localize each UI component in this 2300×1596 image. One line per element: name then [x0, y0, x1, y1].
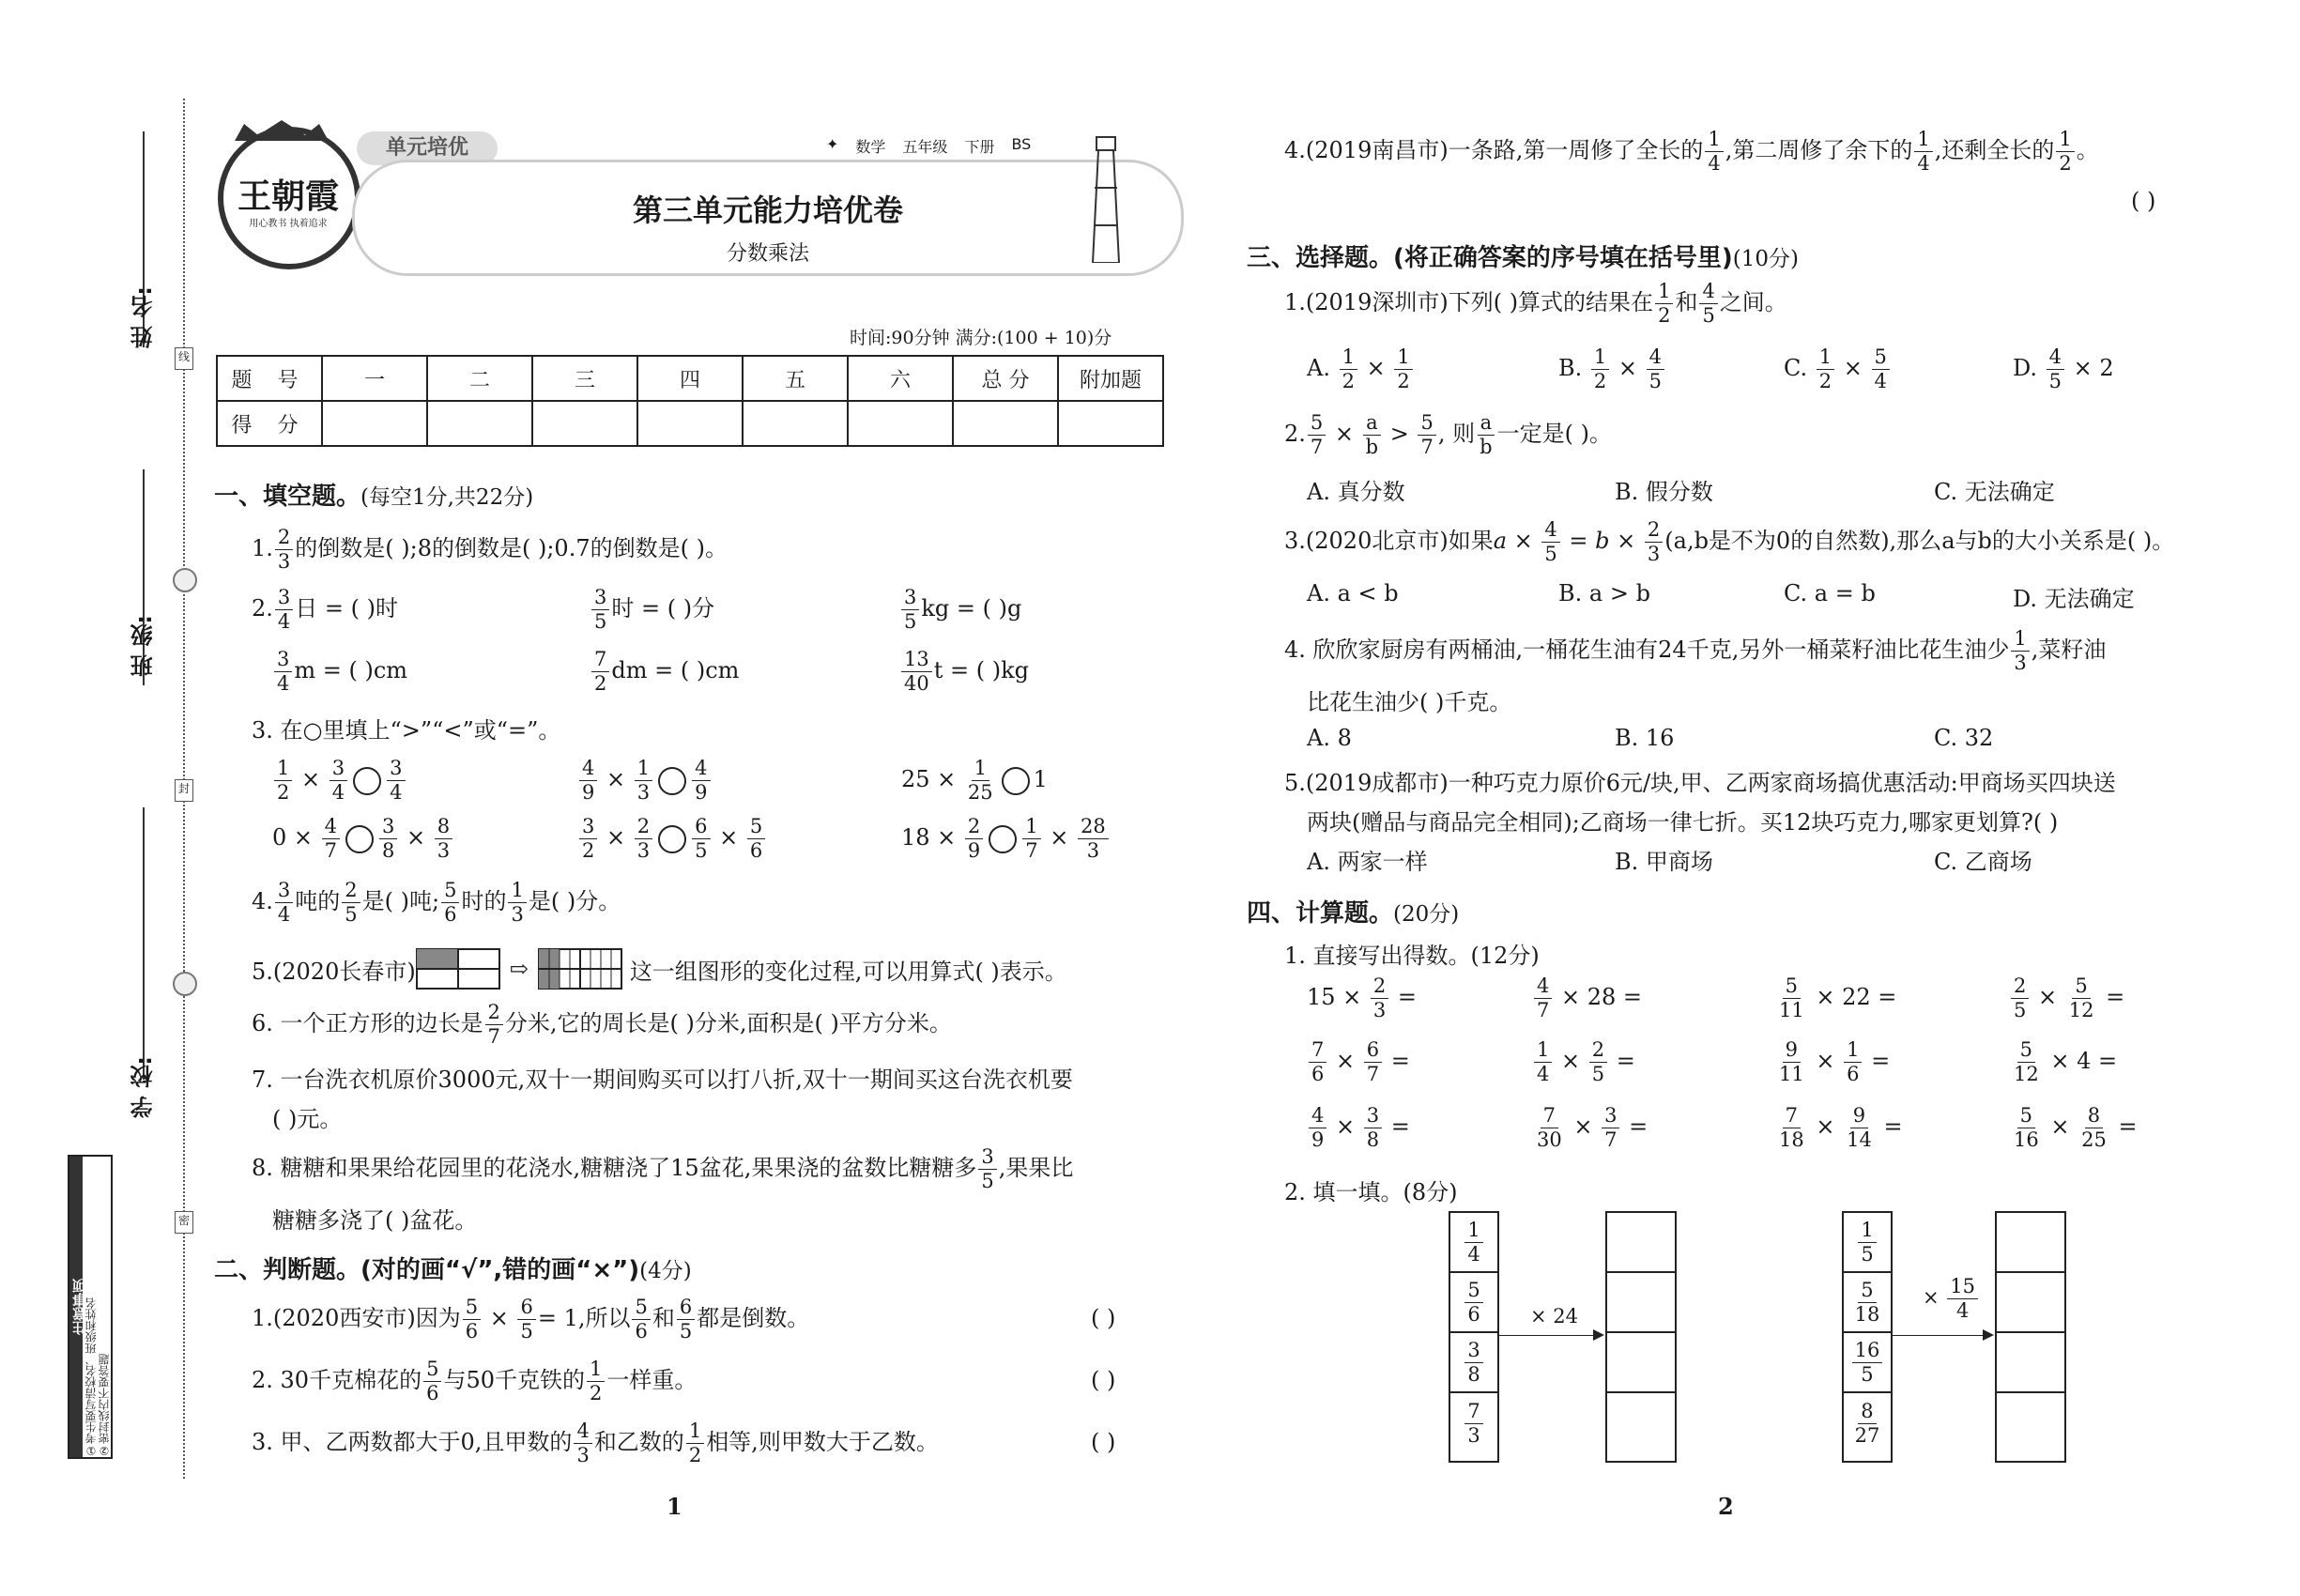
answer-box[interactable]	[1997, 1273, 2064, 1333]
calc-item: 15 × $\frac{2}{3}$ =	[1307, 974, 1418, 1021]
compare-circle[interactable]	[658, 767, 686, 795]
question-2-4: 4.(2019南昌市)一条路,第一周修了全长的 $\frac{1}{4}$ ,第二周修了余下的 $\frac{1}{4}$ ,还剩全长的 $\frac{1}{2}$ 。	[1284, 128, 2099, 175]
score-input-cell[interactable]	[743, 401, 848, 446]
list-item: 5 18	[1844, 1273, 1891, 1333]
question-1-2e: $\frac{7}{2}$ dm = ( )cm	[590, 650, 739, 694]
compare-circle[interactable]	[658, 825, 686, 853]
grade: 五年级	[902, 138, 948, 156]
option-a[interactable]: A. a < b	[1307, 580, 1399, 606]
answer-box[interactable]	[1997, 1333, 2064, 1393]
calc-item: $\frac{7}{30}$ × $\frac{3}{7}$ =	[1537, 1104, 1648, 1151]
score-table	[216, 355, 1164, 447]
option-c[interactable]: C. 无法确定	[1934, 479, 2055, 505]
table-cell: 六	[848, 356, 953, 401]
sparkle-icon: ✦	[826, 135, 839, 153]
name-label: 姓 名:	[130, 286, 157, 348]
crown-icon	[230, 120, 333, 141]
option-c[interactable]: C. a = b	[1784, 580, 1876, 606]
answer-box[interactable]	[1607, 1273, 1675, 1333]
question-1-2f: $\frac{13}{40}$ t = ( )kg	[899, 650, 1029, 694]
answer-box[interactable]	[1607, 1213, 1675, 1273]
operator-label: × $\frac{15}{4}$	[1923, 1277, 1980, 1321]
table-cell: 总 分	[953, 356, 1058, 401]
score-input-cell[interactable]	[1058, 401, 1163, 446]
unit-tag: 单元培优	[357, 131, 498, 165]
arrow-icon: ⇨	[509, 956, 529, 982]
question-1-1: 1. $\frac{2}{3}$ 的倒数是( );8的倒数是( );0.7的倒数是( )。	[252, 526, 728, 573]
question-1-6: 6. 一个正方形的边长是 $\frac{2}{7}$ 分米,它的周长是( )分米,面积是( )平方分米。	[252, 1001, 952, 1048]
table-cell: 五	[743, 356, 848, 401]
operator-label: × 24	[1530, 1305, 1578, 1327]
compare-item: 0 × $\frac{4}{7}$ $\frac{3}{8}$ × $\frac{8}{3}$	[272, 817, 454, 861]
score-table-score-row	[217, 401, 1163, 446]
exam-subtitle: 分数乘法	[726, 242, 809, 266]
option-c[interactable]: C. $\frac{1}{2}$ × $\frac{5}{4}$	[1784, 347, 1892, 391]
calc-item: $\frac{5}{11}$ × 22 =	[1779, 974, 1897, 1021]
calc-item: $\frac{5}{12}$ × 4 =	[2014, 1038, 2118, 1085]
list-item: 3 8	[1450, 1333, 1497, 1393]
grid-figure-after	[538, 948, 622, 990]
score-table-header-row	[217, 356, 1163, 401]
section-1-title: 一、填空题。(每空1分,共22分)	[214, 483, 534, 511]
question-2-2: 2. 30千克棉花的 $\frac{5}{6}$ 与50千克铁的 $\frac{1}{2}$ 一样重。	[252, 1358, 698, 1404]
seal-char: 封	[175, 779, 193, 802]
compare-item: $\frac{3}{2}$ × $\frac{2}{3}$ $\frac{6}{5}$ × $\frac{5}{6}$	[577, 817, 767, 861]
question-3-4a: 4. 欣欣家厨房有两桶油,一桶花生油有24千克,另外一桶菜籽油比花生油少 $\frac{1}{3}$ ,菜籽油	[1284, 627, 2107, 674]
seal-char: 线	[175, 347, 193, 370]
compare-circle[interactable]	[989, 825, 1017, 853]
calc-item: $\frac{7}{18}$ × $\frac{9}{14}$ =	[1779, 1104, 1903, 1151]
seal-char: 密	[175, 1211, 193, 1234]
logo-motto: 用心教书 执着追求	[249, 219, 328, 229]
table-cell: 题 号	[217, 356, 322, 401]
calc-item: $\frac{4}{9}$ × $\frac{3}{8}$ =	[1307, 1106, 1410, 1150]
answer-box[interactable]	[1607, 1393, 1675, 1453]
compare-item: $\frac{1}{2}$ × $\frac{3}{4}$ $\frac{3}{4}$	[272, 759, 407, 803]
list-item: 8 27	[1854, 1399, 1880, 1447]
calc-item: $\frac{5}{16}$ × $\frac{8}{25}$ =	[2014, 1104, 2138, 1151]
score-input-cell[interactable]	[848, 401, 953, 446]
publisher-logo	[218, 127, 360, 269]
table-cell: 三	[532, 356, 637, 401]
question-1-5: 5.(2020长春市) ⇨ 这一组图形的变化过程,可以用算式( )表示。	[252, 948, 1067, 990]
question-2-1: 1.(2020西安市)因为 $\frac{5}{6}$ × $\frac{6}{5}$ = 1,所以 $\frac{5}{6}$ 和 $\frac{6}{5}$ 都是倒数。	[252, 1296, 810, 1343]
answer-paren[interactable]: ( )	[1091, 1367, 1116, 1393]
subject: 数学	[855, 138, 886, 156]
page-number: 2	[1718, 1493, 1734, 1520]
question-1-7b: ( )元。	[272, 1106, 343, 1132]
question-1-2c: $\frac{3}{5}$ kg = ( )g	[899, 588, 1021, 632]
question-3-2: 2. $\frac{5}{7}$ × $\frac{a}{b}$ > $\frac{5}{7}$ , 则 $\frac{a}{b}$ 一定是( )。	[1284, 411, 1612, 458]
input-column	[1842, 1211, 1893, 1463]
page-number: 1	[667, 1493, 682, 1520]
option-c[interactable]: C. 32	[1934, 725, 1994, 751]
option-b[interactable]: B. 假分数	[1615, 479, 1713, 505]
school-label: 学 校:	[130, 1056, 157, 1118]
option-b[interactable]: B. $\frac{1}{2}$ × $\frac{4}{5}$	[1558, 347, 1666, 391]
answer-paren[interactable]: ( )	[1091, 1305, 1116, 1331]
option-a[interactable]: A. 真分数	[1307, 479, 1405, 505]
table-cell: 一	[322, 356, 427, 401]
question-1-4: 4. $\frac{3}{4}$ 吨的 $\frac{2}{5}$ 是( )吨; $\frac{5}{6}$ 时的 $\frac{1}{3}$ 是( )分。	[252, 879, 621, 926]
title-banner	[352, 160, 1184, 276]
compare-item: $\frac{4}{9}$ × $\frac{1}{3}$ $\frac{4}{9}$	[577, 759, 713, 803]
list-item: 1 5	[1844, 1213, 1891, 1273]
notice-item: ①考生要写清校名、班级和姓名	[84, 1297, 98, 1457]
answer-box[interactable]	[1997, 1393, 2064, 1453]
class-label: 班 级:	[130, 615, 157, 677]
arrow-icon	[1893, 1335, 1992, 1336]
question-2-3: 3. 甲、乙两数都大于0,且甲数的 $\frac{4}{3}$ 和乙数的 $\frac{1}{2}$ 相等,则甲数大于乙数。	[252, 1420, 939, 1466]
notice-item: ②密封线内不要答题	[98, 1354, 111, 1457]
score-input-cell[interactable]	[427, 401, 532, 446]
term: 下册	[964, 138, 995, 156]
list-item: 7 3	[1450, 1393, 1497, 1453]
question-3-3: 3.(2020北京市)如果a × $\frac{4}{5}$ = b × $\frac{2}{3}$ (a,b是不为0的自然数),那么a与b的大小关系是( )。	[1284, 518, 2175, 565]
question-3-5b: 两块(赠品与商品完全相同);乙商场一律七折。买12块巧克力,哪家更划算?( )	[1307, 809, 2059, 836]
output-column	[1605, 1211, 1677, 1463]
question-1-8b: 糖糖多浇了( )盆花。	[272, 1207, 478, 1234]
course-info	[826, 135, 1031, 157]
question-1-3: 3. 在○里填上“>”“<”或“=”。	[252, 717, 561, 744]
list-item: 5 6	[1450, 1273, 1497, 1333]
output-column	[1995, 1211, 2066, 1463]
compare-circle[interactable]	[1002, 767, 1030, 795]
lighthouse-icon	[1081, 131, 1130, 263]
calc-item: $\frac{7}{6}$ × $\frac{6}{7}$ =	[1307, 1040, 1410, 1084]
exam-title: 第三单元能力培优卷	[632, 192, 903, 228]
notice-title: 注意事项	[69, 1157, 83, 1457]
option-a[interactable]: A. 两家一样	[1307, 849, 1428, 875]
binding-hole-icon	[173, 972, 197, 996]
question-1-2d: $\frac{3}{4}$ m = ( )cm	[272, 650, 407, 694]
edition: BS	[1011, 135, 1032, 153]
calc-item: $\frac{1}{4}$ × $\frac{2}{5}$ =	[1532, 1040, 1635, 1084]
question-1-8a: 8. 糖糖和果果给花园里的花浇水,糖糖浇了15盆花,果果浇的盆数比糖糖多 $\frac{3}{5}$ ,果果比	[252, 1145, 1074, 1192]
school-line	[143, 807, 145, 1080]
table-cell: 二	[427, 356, 532, 401]
table-cell: 四	[637, 356, 743, 401]
option-a[interactable]: A. $\frac{1}{2}$ × $\frac{1}{2}$	[1307, 347, 1415, 391]
question-3-1: 1.(2019深圳市)下列( )算式的结果在 $\frac{1}{2}$ 和 $\frac{4}{5}$ 之间。	[1284, 280, 1787, 327]
question-1-2b: $\frac{3}{5}$ 时 = ( )分	[590, 588, 714, 632]
option-b[interactable]: B. 16	[1615, 725, 1675, 751]
compare-item: 18 × $\frac{2}{9}$ $\frac{1}{7}$ × $\frac{28}{3}$	[901, 817, 1111, 861]
section-3-title: 三、选择题。(将正确答案的序号填在括号里)(10分)	[1247, 244, 1799, 272]
table-cell: 附加题	[1058, 356, 1163, 401]
compare-item: 25 × $\frac{1}{25}$ 1	[901, 757, 1048, 804]
answer-box[interactable]	[1607, 1333, 1675, 1393]
option-b[interactable]: B. 甲商场	[1615, 849, 1713, 875]
compare-circle[interactable]	[353, 767, 381, 795]
question-3-5a: 5.(2019成都市)一种巧克力原价6元/块,甲、乙两家商场搞优惠活动:甲商场买四块送	[1284, 770, 2116, 796]
list-item: 1 4	[1450, 1213, 1497, 1273]
question-4-1: 1. 直接写出得数。(12分)	[1284, 943, 1540, 969]
section-2-title: 二、判断题。(对的画“√”,错的画“×”)(4分)	[214, 1256, 692, 1284]
option-a[interactable]: A. 8	[1307, 725, 1352, 751]
answer-paren[interactable]: ( )	[1091, 1429, 1116, 1455]
logo-text: 王朝霞	[237, 176, 339, 216]
exam-info: 时间:90分钟 满分:(100 + 10)分	[850, 328, 1112, 348]
option-c[interactable]: C. 乙商场	[1934, 849, 2032, 875]
arrow-icon	[1499, 1335, 1602, 1336]
option-d[interactable]: D. $\frac{4}{5}$ × 2	[2013, 345, 2114, 392]
calc-item: $\frac{9}{11}$ × $\frac{1}{6}$ =	[1779, 1038, 1891, 1085]
score-input-cell[interactable]	[532, 401, 637, 446]
table-cell: 得 分	[217, 401, 322, 446]
list-item: 16 5	[1844, 1333, 1891, 1393]
score-input-cell[interactable]	[637, 401, 743, 446]
answer-box[interactable]	[1997, 1213, 2064, 1273]
compare-circle[interactable]	[345, 825, 374, 853]
calc-item: $\frac{4}{7}$ × 28 =	[1532, 976, 1642, 1021]
input-column	[1449, 1211, 1499, 1463]
calc-item: $\frac{2}{5}$ × $\frac{5}{12}$ =	[2009, 976, 2124, 1021]
notice-box	[68, 1155, 113, 1459]
question-1-2a: 2. $\frac{3}{4}$ 日 = ( )时	[252, 586, 399, 633]
option-b[interactable]: B. a > b	[1558, 580, 1650, 606]
binding-hole-icon	[173, 568, 197, 592]
question-1-7a: 7. 一台洗衣机原价3000元,双十一期间购买可以打八折,双十一期间买这台洗衣机要	[252, 1067, 1073, 1093]
section-4-title: 四、计算题。(20分)	[1247, 899, 1460, 928]
question-3-4b: 比花生油少( )千克。	[1307, 689, 1512, 715]
score-input-cell[interactable]	[953, 401, 1058, 446]
question-4-2: 2. 填一填。(8分)	[1284, 1179, 1458, 1205]
answer-paren[interactable]: ( )	[2131, 188, 2156, 214]
score-input-cell[interactable]	[322, 401, 427, 446]
grid-figure-before	[416, 948, 500, 990]
option-d[interactable]: D. 无法确定	[2013, 586, 2135, 612]
